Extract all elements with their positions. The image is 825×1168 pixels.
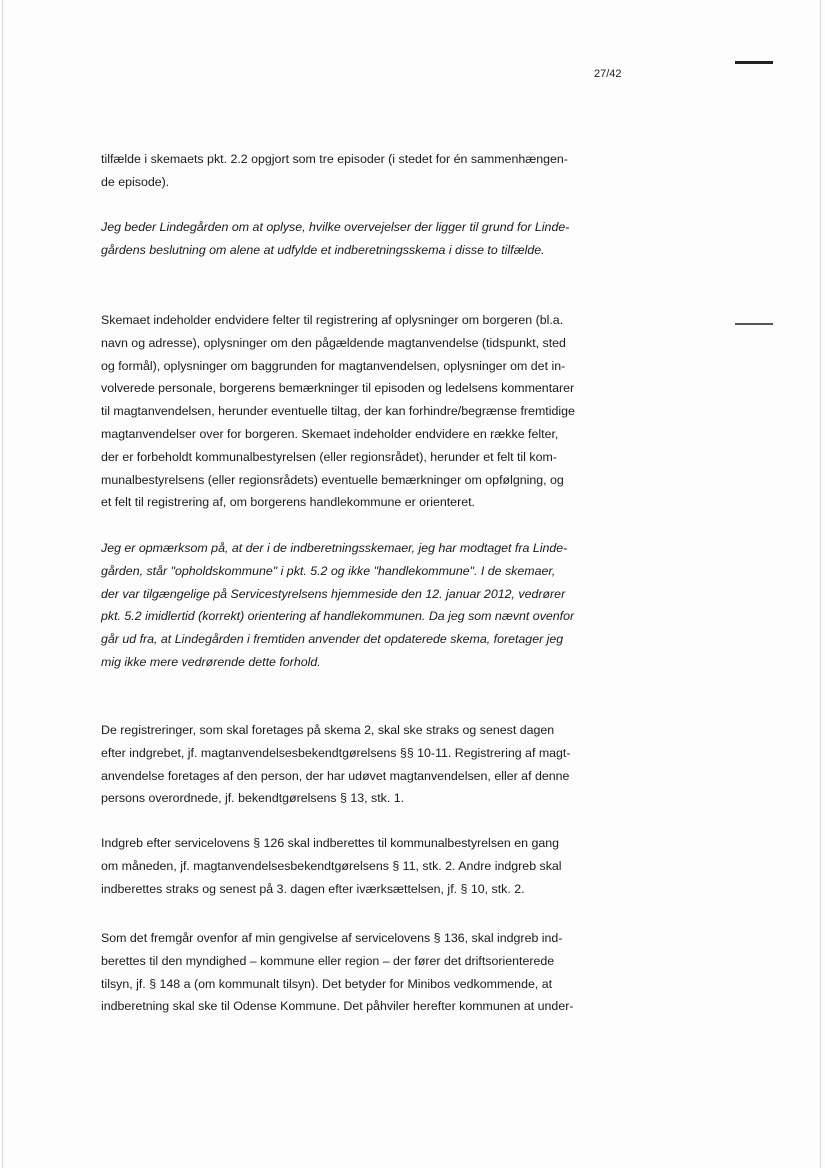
text-line: Som det fremgår ovenfor af min gengivelse af servicelovens § 136, skal indgreb ind- bbox=[101, 931, 563, 945]
text-line: gården, står "opholdskommune" i pkt. 5.2 og ikke "handlekommune". I de skemaer, bbox=[101, 563, 556, 578]
text-line: mig ikke mere vedrørende dette forhold. bbox=[101, 654, 321, 669]
text-line: magtanvendelser over for borgeren. Skemaet indeholder endvidere en række felter, bbox=[101, 426, 559, 441]
text-line: Jeg beder Lindegården om at oplyse, hvilke overvejelser der ligger til grund for Linde- bbox=[101, 220, 570, 234]
text-line: indberettes straks og senest på 3. dagen efter iværksættelsen, jf. § 10, stk. 2. bbox=[101, 881, 525, 896]
text-line: et felt til registrering af, om borgerens handlekommune er orienteret. bbox=[101, 495, 475, 510]
text-line: navn og adresse), oplysninger om den pågældende magtanvendelse (tidspunkt, sted bbox=[101, 335, 566, 350]
text-line: Skemaet indeholder endvidere felter til registrering af oplysninger om borgeren (bl.a. bbox=[101, 313, 564, 327]
text-line: gårdens beslutning om alene at udfylde et indberetningsskema i disse to tilfælde. bbox=[101, 242, 545, 257]
scan-edge-right bbox=[820, 0, 821, 1168]
page-number: 27/42 bbox=[594, 68, 622, 80]
text-line: og formål), oplysninger om baggrunden for magtanvendelsen, oplysninger om det in- bbox=[101, 358, 566, 373]
text-line: persons overordnede, jf. bekendtgørelsens § 13, stk. 1. bbox=[101, 791, 405, 806]
margin-mark-top bbox=[735, 61, 773, 64]
text-line: anvendelse foretages af den person, der har udøvet magtanvendelsen, eller af denne bbox=[101, 768, 570, 783]
text-line: tilfælde i skemaets pkt. 2.2 opgjort som tre episoder (i stedet for én sammenhængen- bbox=[101, 152, 568, 166]
margin-mark-middle bbox=[735, 323, 773, 325]
text-line: berettes til den myndighed – kommune eller region – der fører det driftsorienterede bbox=[101, 953, 555, 968]
paragraph bbox=[101, 148, 621, 194]
paragraph-italic bbox=[101, 216, 621, 262]
text-line: der var tilgængelige på Servicestyrelsens hjemmeside den 12. januar 2012, vedrører bbox=[101, 586, 566, 601]
paragraph bbox=[101, 719, 621, 810]
text-line: der er forbeholdt kommunalbestyrelsen (eller regionsrådet), herunder et felt til kom- bbox=[101, 449, 557, 464]
paragraph bbox=[101, 309, 621, 514]
text-line: til magtanvendelsen, herunder eventuelle tiltag, der kan forhindre/begrænse fremtidige bbox=[101, 404, 575, 419]
text-line: volverede personale, borgerens bemærkninger til episoden og ledelsens kommentarer bbox=[101, 381, 575, 396]
text-line: går ud fra, at Lindegården i fremtiden anvender det opdaterede skema, foretager jeg bbox=[101, 632, 564, 647]
text-line: efter indgrebet, jf. magtanvendelsesbekendtgørelsens §§ 10-11. Registrering af magt- bbox=[101, 745, 571, 760]
text-line: om måneden, jf. magtanvendelsesbekendtgørelsens § 11, stk. 2. Andre indgreb skal bbox=[101, 858, 562, 873]
text-line: De registreringer, som skal foretages på skema 2, skal ske straks og senest dagen bbox=[101, 723, 555, 737]
scan-edge-left bbox=[2, 0, 3, 1168]
text-line: indberetning skal ske til Odense Kommune. Det påhviler herefter kommunen at under- bbox=[101, 999, 574, 1014]
text-line: munalbestyrelsens (eller regionsrådets) eventuelle bemærkninger om opfølgning, og bbox=[101, 472, 564, 487]
paragraph bbox=[101, 927, 621, 1018]
text-line: tilsyn, jf. § 148 a (om kommunalt tilsyn). Det betyder for Minibos vedkommende, at bbox=[101, 976, 553, 991]
text-line: pkt. 5.2 imidlertid (korrekt) orientering af handlekommunen. Da jeg som nævnt ovenfor bbox=[101, 609, 575, 624]
paragraph-italic bbox=[101, 537, 621, 674]
text-line: de episode). bbox=[101, 174, 170, 189]
text-line: Indgreb efter servicelovens § 126 skal indberettes til kommunalbestyrelsen en gang bbox=[101, 836, 560, 850]
text-line: Jeg er opmærksom på, at der i de indberetningsskemaer, jeg har modtaget fra Linde- bbox=[101, 541, 568, 555]
paragraph bbox=[101, 832, 621, 900]
